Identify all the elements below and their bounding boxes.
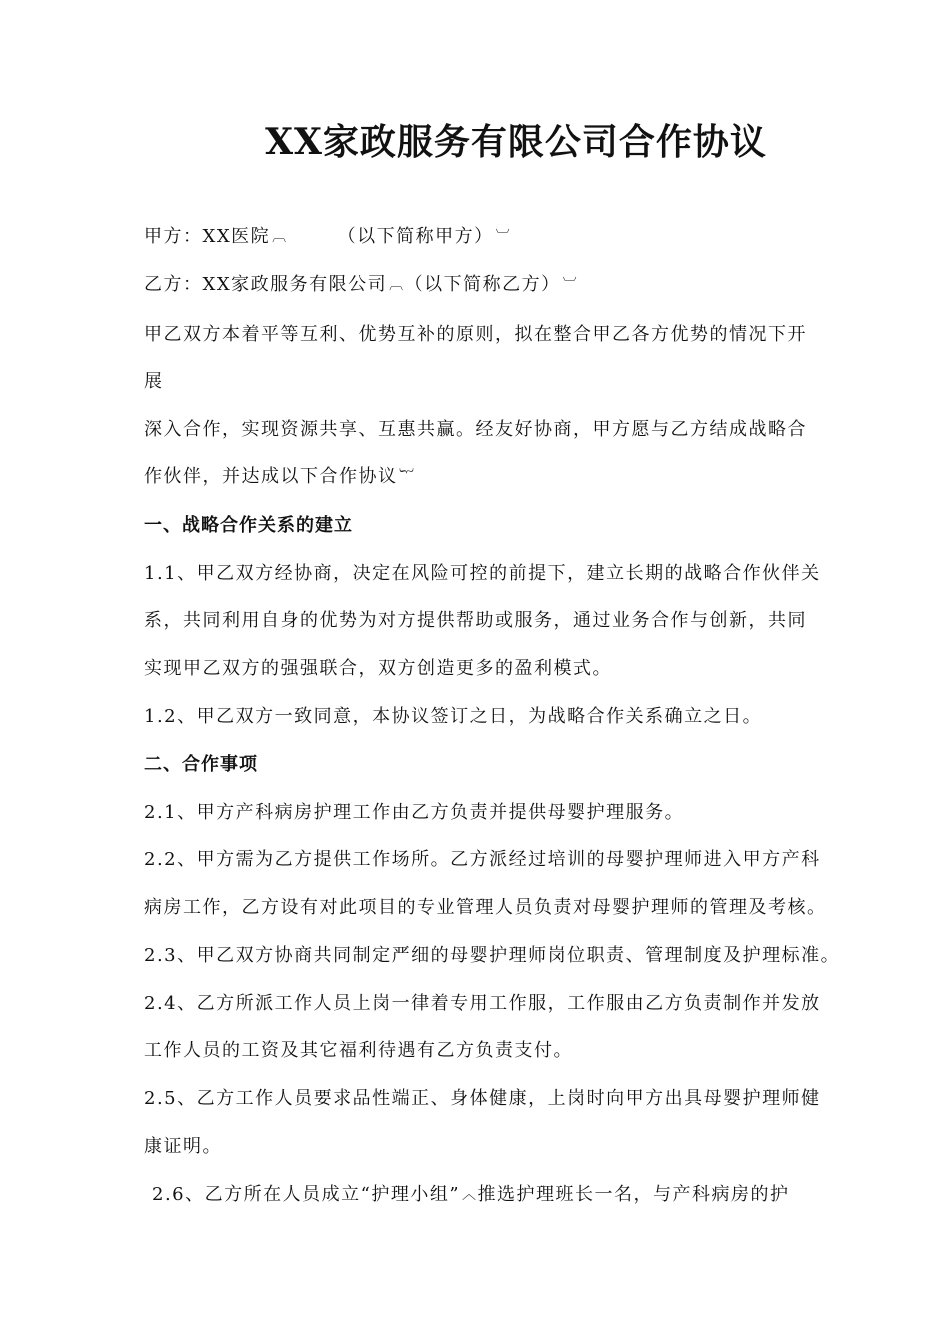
section-1-heading: 一、战略合作关系的建立 — [144, 515, 353, 536]
intro-line: 甲乙双方本着平等互利、优势互补的原则，拟在整合甲乙各方优势的情况下开 — [144, 324, 807, 345]
clause-line-start: 2.6、乙方所在人员成立“护理小组” — [152, 1184, 461, 1205]
section-2-heading: 二、合作事项 — [144, 754, 258, 775]
intro-line-text: 作伙伴，并达成以下合作协议 — [144, 466, 398, 487]
clause-line: 病房工作，乙方设有对此项目的专业管理人员负责对母婴护理师的管理及考核。 — [144, 897, 827, 918]
clause-line: 2.4、乙方所派工作人员上岗一律着专用工作服，工作服由乙方负责制作并发放 — [144, 993, 821, 1014]
clause-line: 1.1、甲乙双方经协商，决定在风险可控的前提下，建立长期的战略合作伙伴关 — [144, 563, 821, 584]
intro-line: 展 — [144, 371, 164, 392]
clause-line: 1.2、甲乙双方一致同意，本协议签订之日，为战略合作关系确立之日。 — [144, 706, 763, 727]
document-title: XX家政服务有限公司合作协议 — [265, 121, 767, 163]
clause-line: 2.3、甲乙双方协商共同制定严细的母婴护理师岗位职责、管理制度及护理标准。 — [144, 945, 841, 966]
clause-line: 工作人员的工资及其它福利待遇有乙方负责支付。 — [144, 1040, 573, 1061]
clause-line: 康证明。 — [144, 1136, 222, 1157]
clause-line: 实现甲乙双方的强强联合，双方创造更多的盈利模式。 — [144, 658, 612, 679]
party-a-line — [144, 224, 511, 250]
arc-mark-icon: ︿ — [462, 1187, 478, 1203]
party-b-label: 乙方：XX家政服务有限公司 — [144, 274, 388, 295]
party-b-note: （以下简称乙方） — [404, 274, 561, 295]
clause-line: 2.1、甲方产科病房护理工作由乙方负责并提供母婴护理服务。 — [144, 802, 685, 823]
clause-line-end: 推选护理班长一名，与产科病房的护 — [477, 1184, 790, 1205]
clause-line: 2.2、甲方需为乙方提供工作场所。乙方派经过培训的母婴护理师进入甲方产科 — [144, 849, 821, 870]
party-a-label: 甲方：XX医院 — [144, 226, 271, 247]
intro-line: 深入合作，实现资源共享、互惠共赢。经友好协商，甲方愿与乙方结成战略合 — [144, 419, 807, 440]
close-mark-icon: ︺ — [495, 229, 512, 245]
clause-line — [152, 1182, 790, 1208]
intro-line — [144, 464, 415, 490]
brace-mark-icon: ︸ — [399, 469, 415, 485]
close-mark-icon: ︺ — [562, 277, 579, 293]
party-a-note: （以下简称甲方） — [337, 226, 494, 247]
open-mark-icon: ︹ — [272, 229, 288, 245]
clause-line: 系，共同利用自身的优势为对方提供帮助或服务，通过业务合作与创新，共同 — [144, 610, 807, 631]
party-b-line — [144, 272, 578, 298]
open-mark-icon: ︹ — [389, 277, 405, 293]
clause-line: 2.5、乙方工作人员要求品性端正、身体健康，上岗时向甲方出具母婴护理师健 — [144, 1088, 821, 1109]
